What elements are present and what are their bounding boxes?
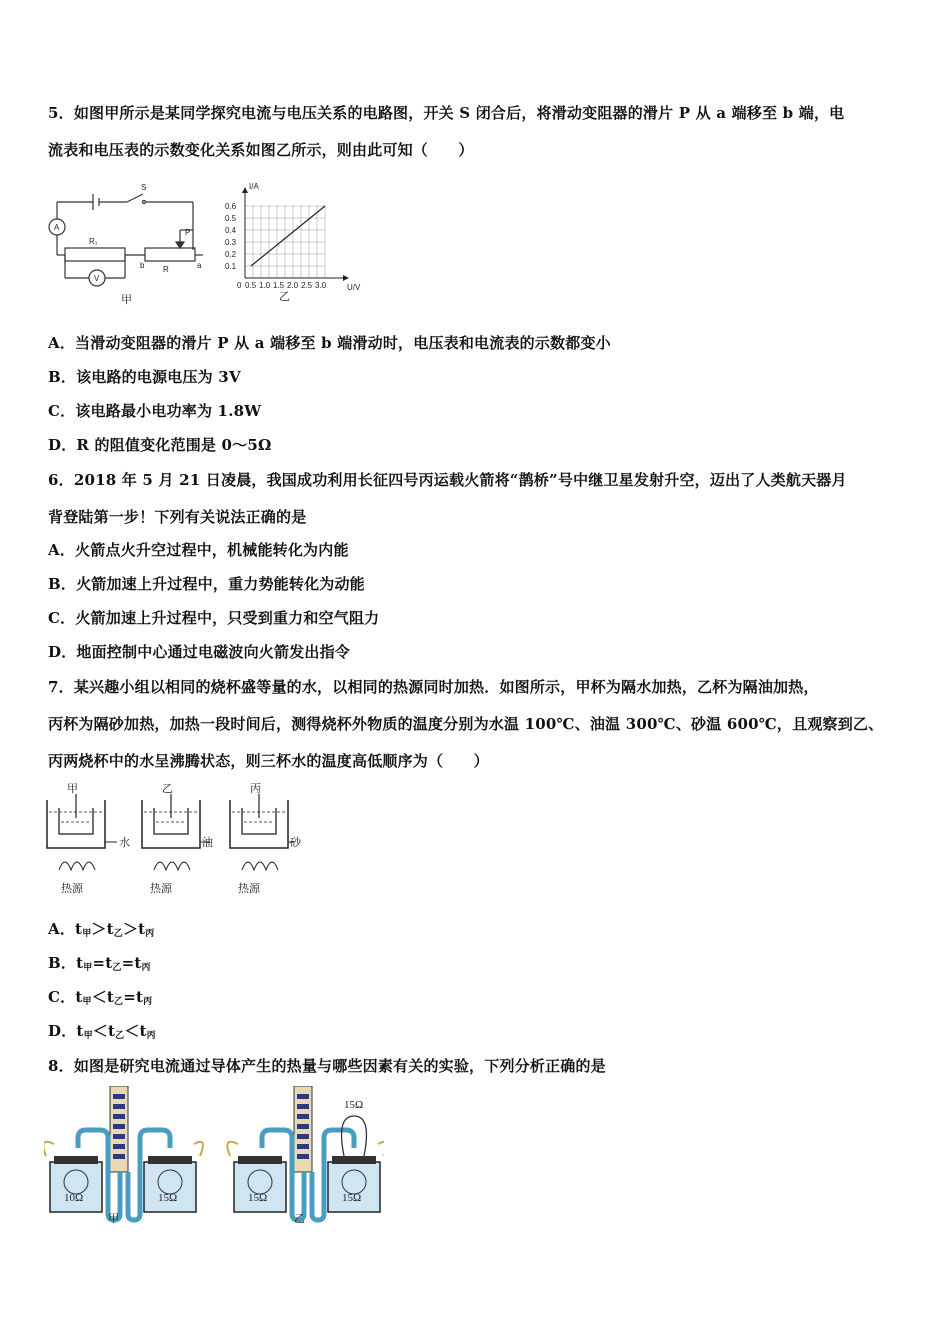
fig-yi-caption: 乙 (294, 1213, 305, 1225)
xtick: 2.5 (301, 281, 313, 290)
beaker-medium: 油 (202, 837, 213, 849)
q6-stem-line1: 6．2018 年 5 月 21 日凌晨，我国成功利用长征四号丙运载火箭将“鹊桥”号中继卫星发射升空，迈出了人类航天器月 (48, 471, 847, 489)
apparatus-yi (227, 1086, 384, 1225)
ytick: 0.3 (225, 238, 237, 247)
graph-xlabel: U/V (347, 283, 361, 292)
r1-label: R₁ (89, 237, 98, 246)
xtick: 2.0 (287, 281, 299, 290)
resistor-label: 15Ω (342, 1192, 362, 1204)
xtick: 1.5 (273, 281, 285, 290)
q6-option-a: A．火箭点火升空过程中，机械能转化为内能 (48, 541, 349, 559)
ytick: 0.4 (225, 226, 237, 235)
end-a-label: a (197, 261, 202, 270)
q7-stem-line1: 7．某兴趣小组以相同的烧杯盛等量的水，以相同的热源同时加热．如图所示，甲杯为隔水加热，乙杯为隔油加热， (48, 678, 819, 696)
q5-option-a: A．当滑动变阻器的滑片 P 从 a 端移至 b 端滑动时，电压表和电流表的示数都变小 (48, 334, 611, 352)
beaker-label: 甲 (67, 783, 78, 795)
resistor-r1 (65, 248, 125, 261)
heat-source-label: 热源 (61, 883, 83, 895)
q5-stem-line2: 流表和电压表的示数变化关系如图乙所示，则由此可知（ ） (48, 141, 474, 159)
resistor-label: 15Ω (158, 1192, 178, 1204)
q5-option-d: D．R 的阻值变化范围是 0～5Ω (48, 436, 272, 454)
fig-jia-caption: 甲 (108, 1213, 119, 1225)
ytick: 0.1 (225, 262, 237, 271)
q7-figure (40, 778, 310, 904)
beaker-yi (142, 782, 213, 895)
q7-stem-line3: 丙两烧杯中的水呈沸腾状态，则三杯水的温度高低顺序为（ ） (48, 752, 489, 770)
graph-ylabel: I/A (249, 182, 259, 191)
q5-figure (45, 180, 365, 308)
ytick: 0 (237, 281, 242, 290)
q8-figure (44, 1086, 384, 1226)
resistor-label: 10Ω (64, 1192, 84, 1204)
end-b-label: b (140, 261, 145, 270)
fig-yi-caption: 乙 (279, 291, 290, 303)
voltmeter-label: V (94, 274, 100, 283)
switch-blade (127, 194, 143, 202)
heat-source-label: 热源 (238, 883, 260, 895)
xtick: 0.5 (245, 281, 257, 290)
q6-option-c: C．火箭加速上升过程中，只受到重力和空气阻力 (48, 609, 380, 627)
q5-option-b: B．该电路的电源电压为 3V (48, 368, 241, 386)
q5-stem-line1: 5．如图甲所示是某同学探究电流与电压关系的电路图，开关 S 闭合后，将滑动变阻器的滑片 P 从 a 端移至 b 端，电 (48, 104, 845, 122)
circuit-diagram (49, 194, 203, 286)
q7-option-a: A．$t_甲>t_乙>t_丙$ (48, 920, 155, 939)
beaker-jia (47, 782, 130, 895)
q7-option-c: C．$t_甲<t_乙=t_丙$ (48, 988, 153, 1007)
resistor-label: 15Ω (344, 1099, 364, 1111)
beaker-medium: 水 (119, 837, 130, 849)
beaker-label: 乙 (162, 783, 173, 795)
rheostat-r (145, 248, 195, 261)
ytick: 0.6 (225, 202, 237, 211)
q6-option-b: B．火箭加速上升过程中，重力势能转化为动能 (48, 575, 365, 593)
q7-option-b: B．$t_甲=t_乙=t_丙$ (48, 954, 151, 973)
apparatus-jia (44, 1086, 203, 1225)
iu-line (251, 206, 325, 266)
xtick: 1.0 (259, 281, 271, 290)
q8-stem: 8．如图是研究电流通过导体产生的热量与哪些因素有关的实验，下列分析正确的是 (48, 1057, 606, 1075)
fig-jia-caption: 甲 (121, 294, 132, 306)
beaker-bing (230, 782, 302, 895)
q7-option-d: D．$t_甲<t_乙<t_丙$ (48, 1022, 156, 1041)
q6-option-d: D．地面控制中心通过电磁波向火箭发出指令 (48, 643, 351, 661)
q6-stem-line2: 背登陆第一步！下列有关说法正确的是 (48, 508, 307, 526)
slider-label: P (185, 228, 191, 237)
switch-label: S (141, 183, 147, 192)
resistor-label: 15Ω (248, 1192, 268, 1204)
beaker-label: 丙 (250, 783, 261, 795)
beaker-medium: 砂 (290, 837, 301, 849)
heat-source-label: 热源 (150, 883, 172, 895)
ammeter-label: A (54, 223, 60, 232)
xtick: 3.0 (315, 281, 327, 290)
r-label: R (163, 265, 169, 274)
q7-stem-line2: 丙杯为隔砂加热，加热一段时间后，测得烧杯外物质的温度分别为水温 100℃、油温 300℃、砂温 600℃，且观察到乙、 (48, 715, 884, 733)
ytick: 0.5 (225, 214, 237, 223)
q5-option-c: C．该电路最小电功率为 1.8W (48, 402, 262, 420)
ytick: 0.2 (225, 250, 237, 259)
iu-graph (225, 182, 361, 303)
